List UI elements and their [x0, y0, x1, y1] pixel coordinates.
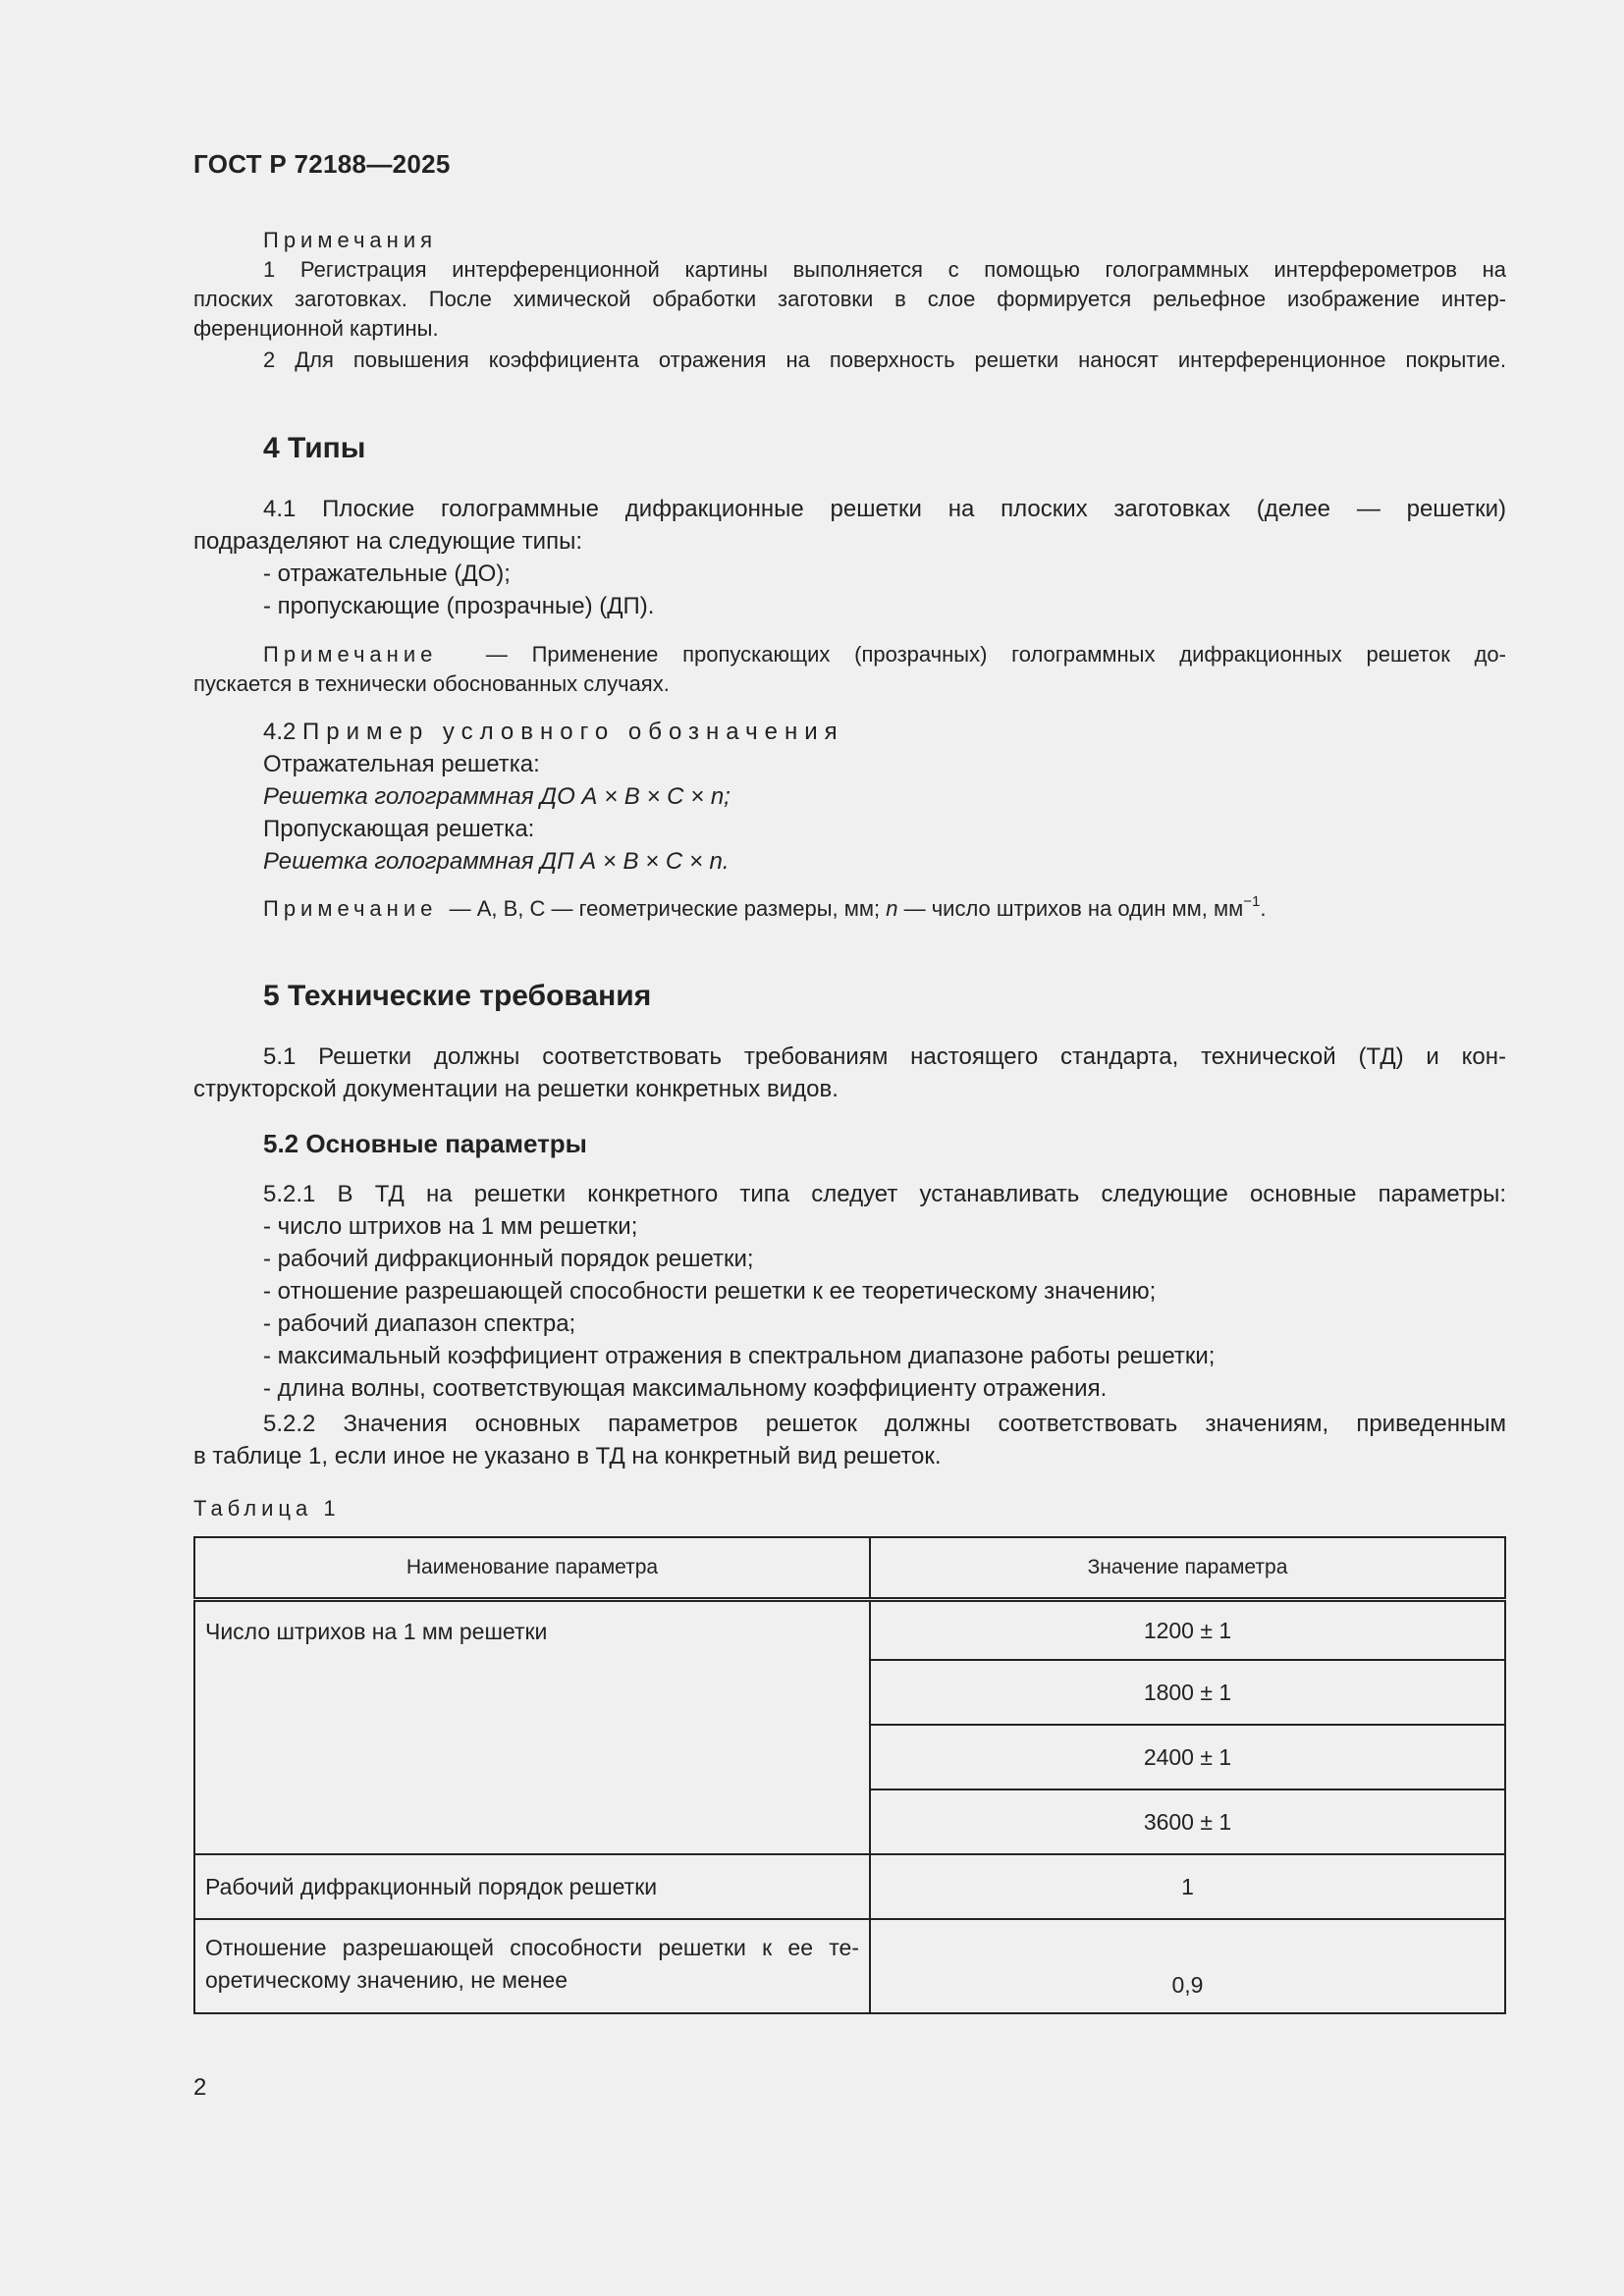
reflective-label: Отражательная решетка:: [263, 751, 540, 777]
row-2-name: Рабочий дифракционный порядок решетки: [194, 1854, 870, 1919]
notes-title: Примечания: [263, 228, 438, 252]
para-4-2-title: [263, 716, 844, 748]
para-5-2-2-line-1: 5.2.2 Значения основных параметров решеток должны соответствовать значениям, приведенным: [263, 1411, 1506, 1437]
transmissive-example: Решетка голограммная ДП А × В × С × n.: [263, 848, 730, 875]
row-1-value: 1200 ± 1: [870, 1600, 1505, 1661]
note-2-label: Примечание: [263, 896, 438, 921]
column-header-parameter-name: Наименование параметра: [194, 1537, 870, 1600]
row-3-name: [194, 1919, 870, 2013]
type-item-reflective: - отражательные (ДО);: [263, 561, 511, 587]
table-header-row: [194, 1537, 1505, 1600]
table-row: [194, 1854, 1505, 1919]
param-list-item: - число штрихов на 1 мм решетки;: [263, 1213, 638, 1240]
subsection-5-2-heading: 5.2 Основные параметры: [263, 1129, 587, 1158]
note-2-text-b: — число штрихов на один мм, мм: [897, 896, 1244, 921]
note-1-line-2: плоских заготовках. После химической обработки заготовки в слое формируется рельефное изображение интер-: [193, 287, 1506, 311]
note-2-text-a: — А, В, С — геометрические размеры, мм;: [449, 896, 887, 921]
note-2-end: .: [1260, 896, 1267, 921]
table-row: [194, 1600, 1505, 1661]
section-4-note-2: [263, 894, 1267, 924]
table-1-caption: Таблица 1: [193, 1496, 341, 1521]
para-4-1-line-1: 4.1 Плоские голограммные дифракционные решетки на плоских заготовках (делее — решетки): [263, 496, 1506, 522]
section-5-heading: 5 Технические требования: [263, 980, 652, 1012]
para-5-1-line-1: 5.1 Решетки должны соответствовать требованиям настоящего стандарта, технической (ТД) и кон-: [263, 1043, 1506, 1070]
column-header-parameter-value: Значение параметра: [870, 1537, 1505, 1600]
row-1-value: 2400 ± 1: [870, 1725, 1505, 1789]
param-list-item: - отношение разрешающей способности решетки к ее теоретическому значению;: [263, 1278, 1157, 1305]
reflective-example: Решетка голограммная ДО А × В × С × n;: [263, 783, 731, 810]
note-2-sup: −1: [1243, 893, 1261, 910]
page-number: 2: [193, 2074, 207, 2101]
note-text: — Применение пропускающих (прозрачных) голограммных дифракционных решеток до-: [485, 642, 1506, 667]
section-4-heading: 4 Типы: [263, 432, 366, 464]
row-3-name-line-1: Отношение разрешающей способности решетки к ее те-: [205, 1935, 859, 1960]
row-1-value: 1800 ± 1: [870, 1660, 1505, 1725]
param-list-item: - рабочий дифракционный порядок решетки;: [263, 1246, 754, 1272]
para-5-2-1: 5.2.1 В ТД на решетки конкретного типа следует устанавливать следующие основные параметры:: [263, 1181, 1506, 1207]
note-1-line-3: ференционной картины.: [193, 316, 439, 341]
table-row: [194, 1919, 1505, 2013]
note-1-line-1: 1 Регистрация интерференционной картины выполняется с помощью голограммных интерферометров на: [263, 257, 1506, 282]
para-4-2-number: 4.2: [263, 719, 297, 745]
section-4-note-line-1: [263, 640, 1506, 669]
note-2-n: n: [886, 896, 898, 921]
section-4-note-line-2: пускается в технически обоснованных случаях.: [193, 671, 670, 696]
row-2-value: 1: [870, 1854, 1505, 1919]
param-list-item: - максимальный коэффициент отражения в спектральном диапазоне работы решетки;: [263, 1343, 1216, 1369]
para-5-1-line-2: структорской документации на решетки конкретных видов.: [193, 1076, 839, 1102]
type-item-transmissive: - пропускающие (прозрачные) (ДП).: [263, 593, 655, 619]
document-id: ГОСТ Р 72188—2025: [193, 149, 451, 179]
row-1-name: Число штрихов на 1 мм решетки: [194, 1600, 870, 1855]
table-1: [193, 1536, 1506, 2014]
transmissive-label: Пропускающая решетка:: [263, 816, 535, 842]
row-1-value: 3600 ± 1: [870, 1789, 1505, 1854]
row-3-name-line-2: оретическому значению, не менее: [205, 1967, 568, 1993]
param-list-item: - длина волны, соответствующая максимальному коэффициенту отражения.: [263, 1375, 1108, 1402]
param-list-item: - рабочий диапазон спектра;: [263, 1310, 576, 1337]
row-3-value: 0,9: [870, 1919, 1505, 2013]
para-4-1-line-2: подразделяют на следующие типы:: [193, 528, 582, 555]
note-2: 2 Для повышения коэффициента отражения на поверхность решетки наносят интерференционное покрытие.: [263, 347, 1506, 372]
para-5-2-2-line-2: в таблице 1, если иное не указано в ТД на конкретный вид решеток.: [193, 1443, 942, 1469]
note-label: Примечание: [263, 642, 438, 667]
para-4-2-label: Пример условного обозначения: [302, 719, 844, 745]
